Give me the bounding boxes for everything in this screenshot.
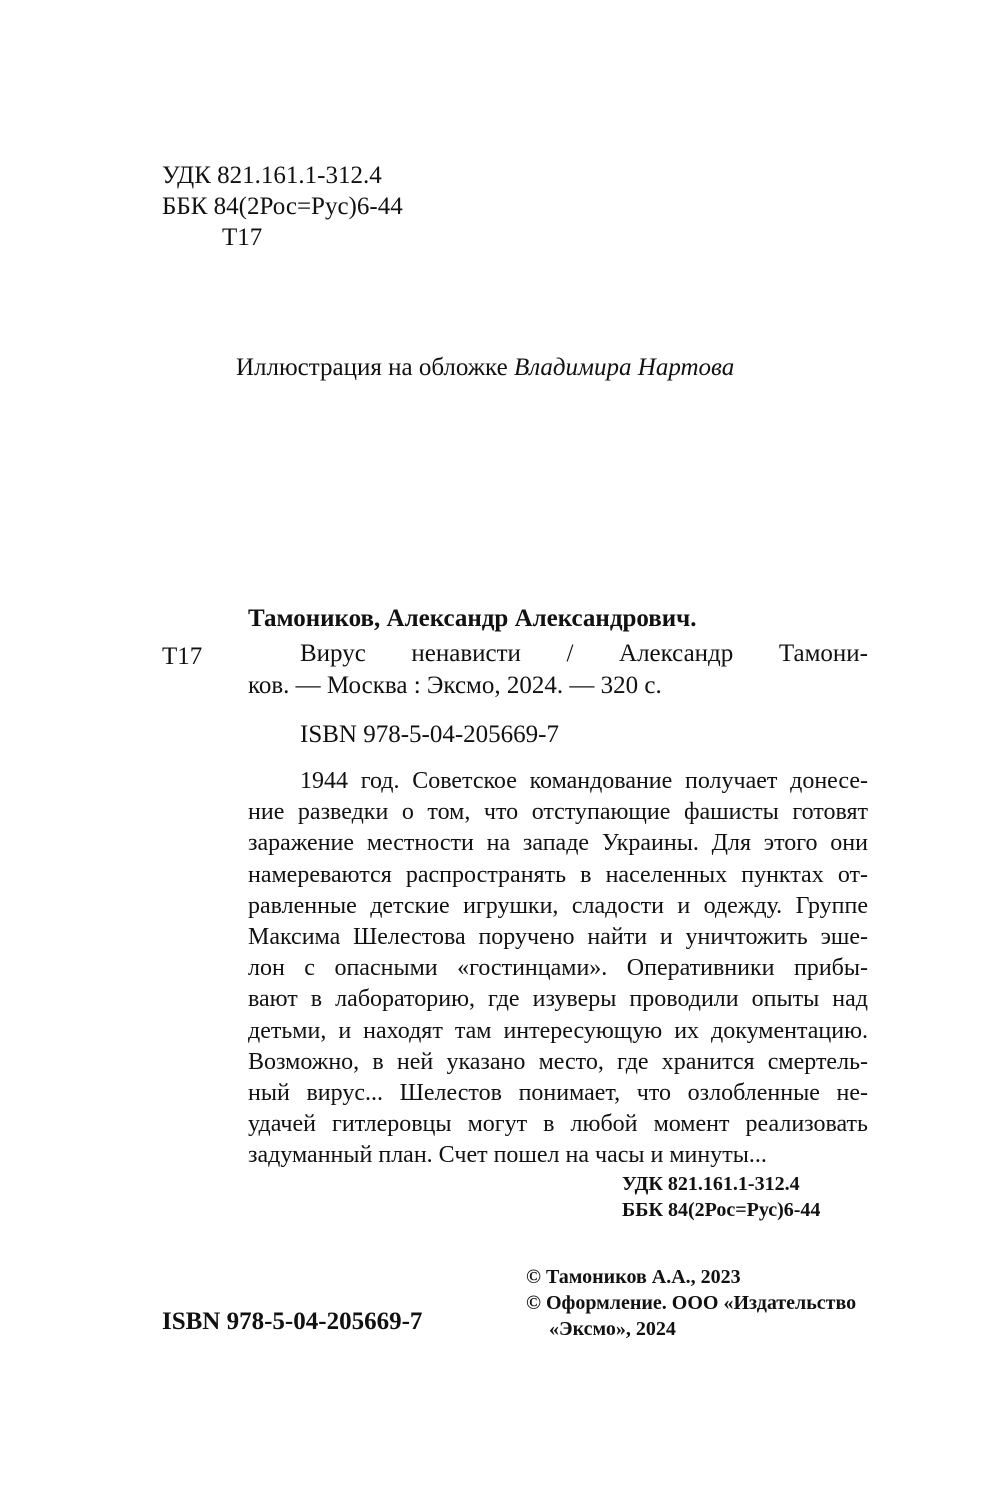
annotation-line: Возможно, в ней указано место, где хранится смертель-: [248, 1048, 868, 1075]
annotation: [248, 766, 868, 1172]
copyright-design-cont: «Эксмо», 2024: [549, 1318, 676, 1340]
illustration-artist: Владимира Нартова: [513, 354, 735, 381]
illustration-credit: [236, 352, 734, 383]
annotation-line: намереваются распространять в населенных пунктах от-: [248, 861, 868, 888]
record-title-line-1: Вирус ненависти / Александр Тамони-: [300, 640, 868, 667]
record-udk: УДК 821.161.1-312.4: [622, 1173, 800, 1195]
annotation-line: 1944 год. Советское командование получает донесе-: [300, 768, 868, 794]
annotation-line: лон с опасными «гостинцами». Оперативники прибы-: [248, 955, 868, 982]
annotation-line: вают в лабораторию, где изуверы проводили опыты над: [248, 986, 868, 1013]
copyright-author: © Тамоников А.А., 2023: [526, 1266, 741, 1288]
annotation-line: удачей гитлеровцы могут в любой момент реализовать: [248, 1111, 868, 1138]
annotation-line: детьми, и находят там интересующую их документацию.: [248, 1017, 868, 1044]
copyright-design: © Оформление. ООО «Издательство: [526, 1292, 857, 1314]
record-title-line-2: ков. — Москва : Эксмо, 2024. — 320 с.: [248, 672, 662, 699]
annotation-line: ный вирус... Шелестов понимает, что озлобленные не-: [248, 1080, 868, 1107]
udk-code: УДК 821.161.1-312.4: [162, 162, 382, 189]
annotation-line: задуманный план. Счет пошел на часы и минуты...: [248, 1142, 767, 1169]
annotation-line: Максима Шелестова поручено найти и уничтожить эше-: [248, 924, 868, 951]
author-code: Т17: [222, 224, 263, 251]
record-isbn: ISBN 978-5-04-205669-7: [300, 721, 560, 748]
record-code: Т17: [162, 643, 203, 670]
record-author: Тамоников, Александр Александрович.: [248, 605, 697, 632]
bbk-code: ББК 84(2Рос=Рус)6-44: [162, 193, 403, 220]
annotation-line: заражение местности на западе Украины. Для этого они: [248, 830, 868, 857]
annotation-line: равленные детские игрушки, сладости и одежду. Группе: [248, 892, 868, 919]
record-bbk: ББК 84(2Рос=Рус)6-44: [622, 1199, 821, 1221]
isbn-bottom: ISBN 978-5-04-205669-7: [162, 1308, 423, 1335]
illustration-prefix: Иллюстрация на обложке: [236, 354, 514, 381]
annotation-line: ние разведки о том, что отступающие фашисты готовят: [248, 799, 868, 826]
